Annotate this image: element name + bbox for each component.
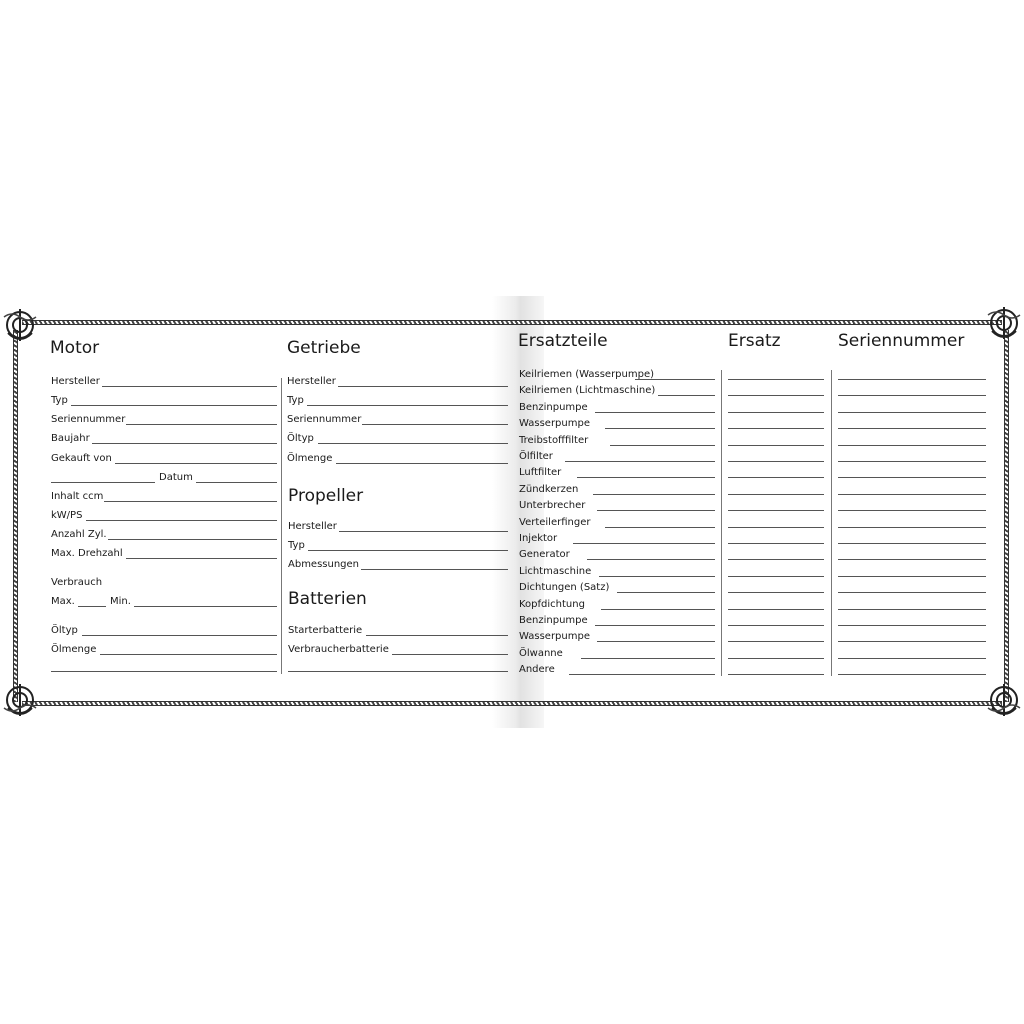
part-label: Dichtungen (Satz) <box>519 582 610 593</box>
seriennummer-field[interactable] <box>838 641 986 642</box>
getriebe-hersteller-field[interactable] <box>338 386 508 387</box>
ersatz-field[interactable] <box>728 658 824 659</box>
motor-baujahr-field[interactable] <box>92 443 277 444</box>
motor-oelmenge-label: Ölmenge <box>51 644 97 655</box>
part-field[interactable] <box>610 445 715 446</box>
part-label: Unterbrecher <box>519 500 586 511</box>
getriebe-seriennummer-label: Seriennummer <box>287 414 362 425</box>
part-field[interactable] <box>658 395 715 396</box>
part-label: Luftfilter <box>519 467 562 478</box>
part-label: Benzinpumpe <box>519 615 588 626</box>
motor-hersteller-field[interactable] <box>102 386 277 387</box>
part-field[interactable] <box>597 641 715 642</box>
propeller-typ-label: Typ <box>288 540 305 551</box>
seriennummer-field[interactable] <box>838 412 986 413</box>
part-field[interactable] <box>597 510 715 511</box>
getriebe-oeltyp-label: Öltyp <box>287 433 314 444</box>
seriennummer-field[interactable] <box>838 576 986 577</box>
ersatz-field[interactable] <box>728 510 824 511</box>
column-divider <box>721 370 722 676</box>
part-field[interactable] <box>577 477 715 478</box>
seriennummer-column-heading: Seriennummer <box>838 331 965 351</box>
seriennummer-field[interactable] <box>838 510 986 511</box>
getriebe-seriennummer-field[interactable] <box>362 424 508 425</box>
getriebe-oelmenge-label: Ölmenge <box>287 453 333 464</box>
motor-kwps-field[interactable] <box>86 520 277 521</box>
seriennummer-field[interactable] <box>838 379 986 380</box>
part-field[interactable] <box>599 576 715 577</box>
seriennummer-field[interactable] <box>838 395 986 396</box>
motor-anzahl-zyl-field[interactable] <box>108 539 277 540</box>
motor-gekauft-von-field[interactable] <box>115 463 277 464</box>
part-label: Treibstofffilter <box>519 435 589 446</box>
motor-min-field[interactable] <box>134 606 277 607</box>
ersatz-field[interactable] <box>728 543 824 544</box>
part-field[interactable] <box>605 428 715 429</box>
ersatz-field[interactable] <box>728 609 824 610</box>
anchor-knot-icon <box>984 680 1024 720</box>
getriebe-typ-label: Typ <box>287 395 304 406</box>
part-label: Wasserpumpe <box>519 418 590 429</box>
ersatz-field[interactable] <box>728 576 824 577</box>
motor-hersteller-label: Hersteller <box>51 376 100 387</box>
part-field[interactable] <box>595 625 715 626</box>
seriennummer-field[interactable] <box>838 625 986 626</box>
motor-max-drehzahl-label: Max. Drehzahl <box>51 548 123 559</box>
rope-border-bottom <box>22 701 1002 706</box>
getriebe-typ-field[interactable] <box>307 405 508 406</box>
getriebe-hersteller-label: Hersteller <box>287 376 336 387</box>
ersatz-field[interactable] <box>728 412 824 413</box>
starterbatterie-field[interactable] <box>366 635 508 636</box>
motor-heading: Motor <box>50 338 100 358</box>
motor-extra-field[interactable] <box>51 671 277 672</box>
seriennummer-field[interactable] <box>838 477 986 478</box>
part-label: Kopfdichtung <box>519 599 585 610</box>
part-field[interactable] <box>593 494 715 495</box>
rope-border-right <box>1004 330 1009 702</box>
part-label: Lichtmaschine <box>519 566 592 577</box>
getriebe-oelmenge-field[interactable] <box>336 463 508 464</box>
motor-inhalt-field[interactable] <box>104 501 277 502</box>
part-label: Injektor <box>519 533 558 544</box>
motor-inhalt-label: Inhalt ccm <box>51 491 104 502</box>
column-divider <box>281 378 282 674</box>
motor-datum-field-before[interactable] <box>51 482 155 483</box>
batterien-heading: Batterien <box>288 589 367 609</box>
ersatz-field[interactable] <box>728 527 824 528</box>
motor-typ-label: Typ <box>51 395 68 406</box>
part-field[interactable] <box>569 674 715 675</box>
anchor-knot-icon <box>984 303 1024 343</box>
seriennummer-field[interactable] <box>838 674 986 675</box>
ersatz-field[interactable] <box>728 445 824 446</box>
motor-verbrauch-label: Verbrauch <box>51 577 103 588</box>
motor-anzahl-zyl-label: Anzahl Zyl. <box>51 529 107 540</box>
motor-max-label: Max. <box>51 596 75 607</box>
part-field[interactable] <box>573 543 715 544</box>
part-label: Ölfilter <box>519 451 553 462</box>
part-label: Keilriemen (Wasserpumpe) <box>519 369 655 380</box>
motor-oelmenge-field[interactable] <box>100 654 277 655</box>
propeller-abmessungen-field[interactable] <box>361 569 508 570</box>
starterbatterie-label: Starterbatterie <box>288 625 363 636</box>
ersatz-column-heading: Ersatz <box>728 331 781 351</box>
part-label: Zündkerzen <box>519 484 579 495</box>
part-label: Benzinpumpe <box>519 402 588 413</box>
verbraucherbatterie-field[interactable] <box>392 654 508 655</box>
ersatz-field[interactable] <box>728 395 824 396</box>
ersatz-field[interactable] <box>728 641 824 642</box>
seriennummer-field[interactable] <box>838 658 986 659</box>
getriebe-heading: Getriebe <box>287 338 361 358</box>
getriebe-oeltyp-field[interactable] <box>318 443 508 444</box>
part-field[interactable] <box>605 527 715 528</box>
seriennummer-field[interactable] <box>838 428 986 429</box>
motor-kwps-label: kW/PS <box>51 510 83 521</box>
motor-datum-label: Datum <box>159 472 193 483</box>
propeller-abmessungen-label: Abmessungen <box>288 559 360 570</box>
rope-border-left <box>13 330 18 702</box>
motor-typ-field[interactable] <box>71 405 277 406</box>
batterien-extra-field[interactable] <box>288 671 508 672</box>
part-label: Andere <box>519 664 555 675</box>
part-label: Generator <box>519 549 570 560</box>
rope-border-top <box>22 320 1002 325</box>
ersatzteile-heading: Ersatzteile <box>518 331 608 351</box>
seriennummer-field[interactable] <box>838 609 986 610</box>
ersatz-field[interactable] <box>728 625 824 626</box>
motor-gekauft-von-label: Gekauft von <box>51 453 112 464</box>
propeller-hersteller-field[interactable] <box>339 531 508 532</box>
motor-oeltyp-field[interactable] <box>82 635 277 636</box>
seriennummer-field[interactable] <box>838 543 986 544</box>
seriennummer-field[interactable] <box>838 592 986 593</box>
anchor-knot-icon <box>0 680 40 720</box>
ersatz-field[interactable] <box>728 494 824 495</box>
ersatz-field[interactable] <box>728 428 824 429</box>
motor-seriennummer-field[interactable] <box>126 424 277 425</box>
seriennummer-field[interactable] <box>838 527 986 528</box>
motor-seriennummer-label: Seriennummer <box>51 414 126 425</box>
part-label: Keilriemen (Lichtmaschine) <box>519 385 656 396</box>
ersatz-field[interactable] <box>728 477 824 478</box>
ersatz-field[interactable] <box>728 559 824 560</box>
anchor-knot-icon <box>0 305 40 345</box>
motor-datum-field-after[interactable] <box>196 482 277 483</box>
part-label: Verteilerfinger <box>519 517 591 528</box>
ersatz-field[interactable] <box>728 592 824 593</box>
part-field[interactable] <box>581 658 715 659</box>
propeller-typ-field[interactable] <box>308 550 508 551</box>
ersatz-field[interactable] <box>728 461 824 462</box>
part-field[interactable] <box>595 412 715 413</box>
part-field[interactable] <box>635 379 715 380</box>
part-field[interactable] <box>565 461 715 462</box>
part-label: Ölwanne <box>519 648 563 659</box>
motor-baujahr-label: Baujahr <box>51 433 90 444</box>
propeller-hersteller-label: Hersteller <box>288 521 337 532</box>
part-field[interactable] <box>601 609 715 610</box>
seriennummer-field[interactable] <box>838 494 986 495</box>
motor-oeltyp-label: Öltyp <box>51 625 78 636</box>
propeller-heading: Propeller <box>288 486 364 506</box>
seriennummer-field[interactable] <box>838 461 986 462</box>
part-field[interactable] <box>617 592 715 593</box>
motor-min-label: Min. <box>110 596 131 607</box>
seriennummer-field[interactable] <box>838 445 986 446</box>
column-divider <box>831 370 832 676</box>
ersatz-field[interactable] <box>728 379 824 380</box>
seriennummer-field[interactable] <box>838 559 986 560</box>
ersatz-field[interactable] <box>728 674 824 675</box>
part-label: Wasserpumpe <box>519 631 590 642</box>
part-field[interactable] <box>587 559 715 560</box>
motor-max-field[interactable] <box>78 606 106 607</box>
verbraucherbatterie-label: Verbraucherbatterie <box>288 644 389 655</box>
motor-max-drehzahl-field[interactable] <box>126 558 277 559</box>
